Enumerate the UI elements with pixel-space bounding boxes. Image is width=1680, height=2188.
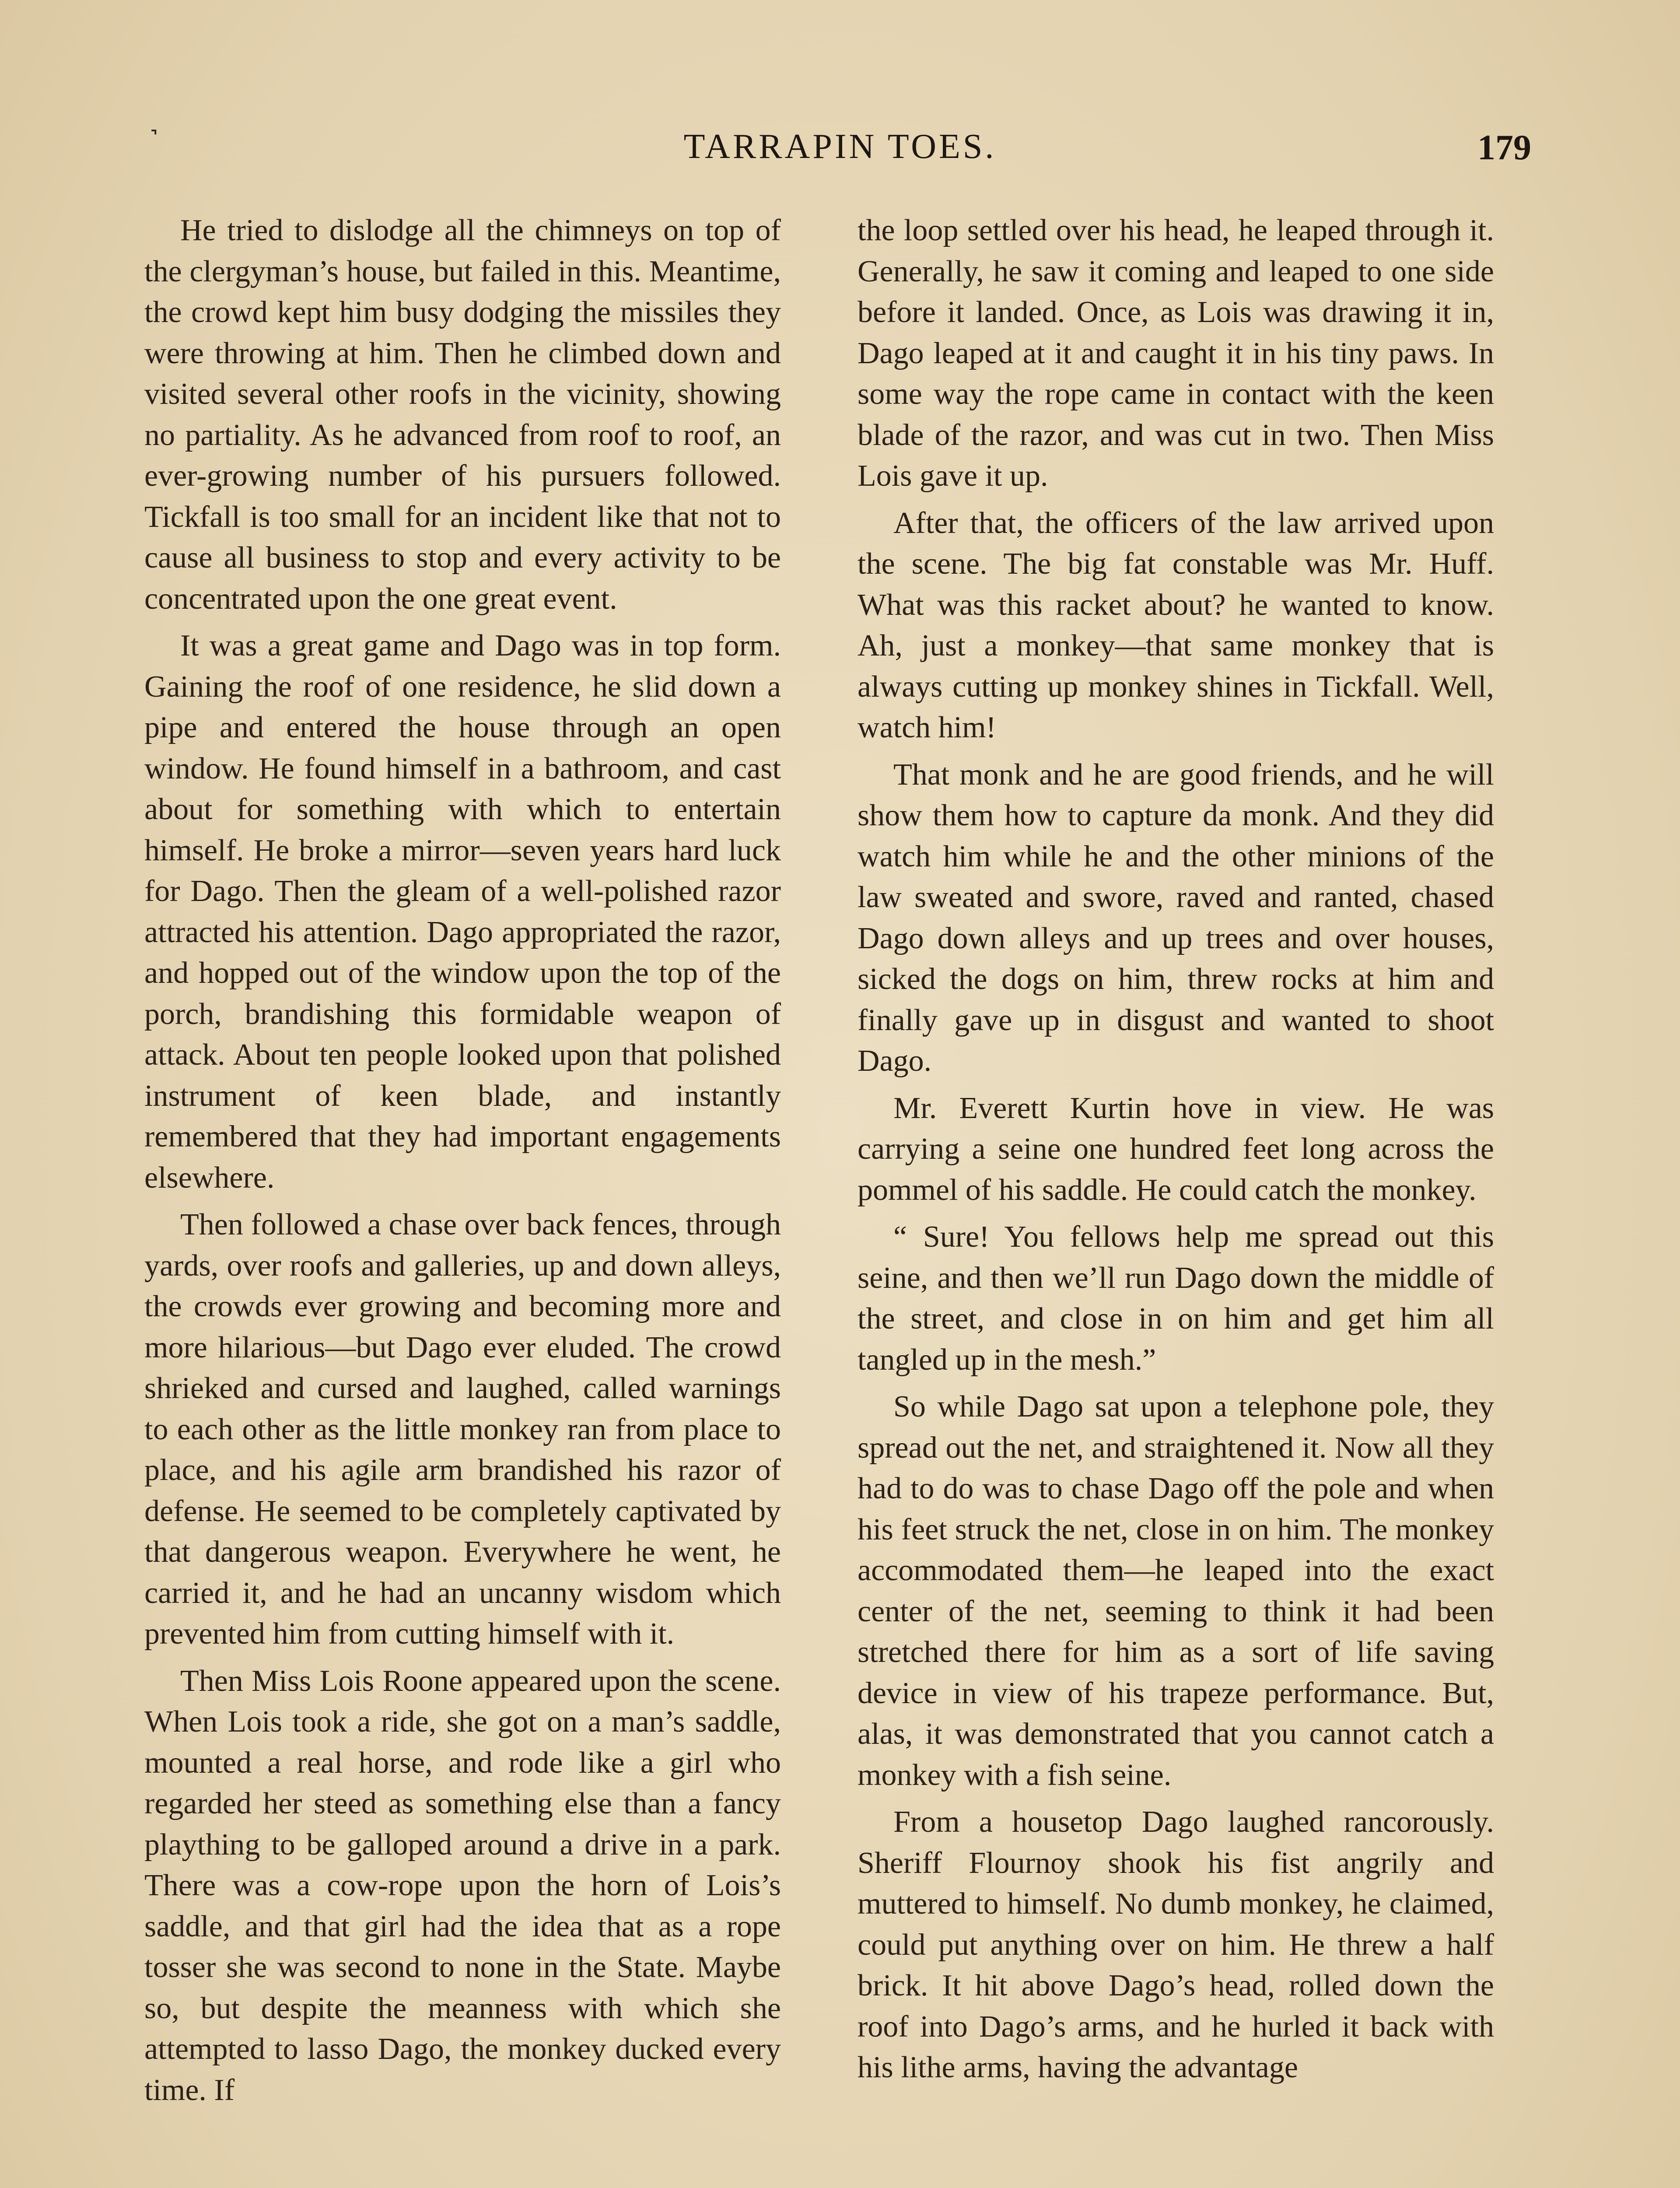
- paragraph: That monk and he are good friends, and he will show them how to capture da monk. And they did watch him while he and the other minions of the law sweated and swore, raved and ranted, chased Dago down alleys and up trees and over houses, sicked the dogs on him, threw rocks at him and finally gave up in disgust and wanted to shoot Dago.: [858, 757, 1494, 1078]
- page-header: [149, 127, 1531, 179]
- right-column: [858, 210, 1494, 2188]
- printer-mark: ˺: [149, 123, 159, 157]
- paragraph: From a housetop Dago laughed rancorously. Sheriff Flournoy shook his fist angrily and muttered to himself. No dumb monkey, he claimed, could put anything over on him. He threw a half brick. It hit above Dago’s head, rolled down the roof into Dago’s arms, and he hurled it back with his lithe arms, having the advantage: [858, 1805, 1494, 2084]
- paragraph: Then followed a chase over back fences, through yards, over roofs and galleries, up and down alleys, the crowds ever growing and becoming more and more hilarious—but Dago ever eluded. The crowd shrieked and cursed and laughed, called warnings to each other as the little monkey ran from place to place, and his agile arm brandished his razor of defense. He seemed to be completely captivated by that dangerous weapon. Everywhere he went, he carried it, and he had an uncanny wisdom which prevented him from cutting himself with it.: [144, 1208, 781, 1651]
- paragraph: After that, the officers of the law arrived upon the scene. The big fat constable was Mr. Huff. What was this racket about? he wanted to know. Ah, just a monkey—that same monkey that is always cutting up monkey shines in Tickfall. Well, watch him!: [858, 506, 1494, 744]
- running-title: TARRAPIN TOES.: [683, 127, 997, 166]
- paragraph: “ Sure! You fellows help me spread out this seine, and then we’ll run Dago down the middle of the street, and close in on him and get him all tangled up in the mesh.”: [858, 1220, 1494, 1377]
- paragraph: Mr. Everett Kurtin hove in view. He was carrying a seine one hundred feet long across the pommel of his saddle. He could catch the monkey.: [858, 1091, 1494, 1207]
- paragraph: He tried to dislodge all the chimneys on top of the clergyman’s house, but failed in this. Meantime, the crowd kept him busy dodging the missiles they were throwing at him. Then he climbed down and visited several other roofs in the vicinity, showing no partiality. As he advanced from roof to roof, an ever-growing number of his pursuers followed. Tickfall is too small for an incident like that not to cause all business to stop and every activity to be concentrated upon the one great event.: [144, 214, 781, 616]
- paragraph-continuation: the loop settled over his head, he leaped through it. Generally, he saw it coming and leaped to one side before it landed. Once, as Lois was drawing it in, Dago leaped at it and caught it in his tiny paws. In some way the rope came in contact with the keen blade of the razor, and was cut in two. Then Miss Lois gave it up.: [858, 214, 1494, 493]
- page-number: 179: [1477, 127, 1531, 167]
- paragraph: It was a great game and Dago was in top form. Gaining the roof of one residence, he slid down a pipe and entered the house through an open window. He found himself in a bathroom, and cast about for something with which to entertain himself. He broke a mirror—seven years hard luck for Dago. Then the gleam of a well-polished razor attracted his attention. Dago appropriated the razor, and hopped out of the window upon the top of the porch, brandishing this formidable weapon of attack. About ten people looked upon that polished instrument of keen blade, and instantly remembered that they had important engagements elsewhere.: [144, 629, 781, 1195]
- left-column: [144, 210, 781, 2188]
- paragraph: So while Dago sat upon a telephone pole, they spread out the net, and straightened it. Now all they had to do was to chase Dago off the pole and when his feet struck the net, close in on him. The monkey accommodated them—he leaped into the exact center of the net, seeming to think it had been stretched there for him as a sort of life saving device in view of his trapeze performance. But, alas, it was demonstrated that you cannot catch a monkey with a fish seine.: [858, 1390, 1494, 1792]
- paragraph: Then Miss Lois Roone appeared upon the scene. When Lois took a ride, she got on a man’s saddle, mounted a real horse, and rode like a girl who regarded her steed as something else than a fancy plaything to be galloped around a drive in a park. There was a cow-rope upon the horn of Lois’s saddle, and that girl had the idea that as a rope tosser she was second to none in the State. Maybe so, but despite the meanness with which she attempted to lasso Dago, the monkey ducked every time. If: [144, 1664, 781, 2107]
